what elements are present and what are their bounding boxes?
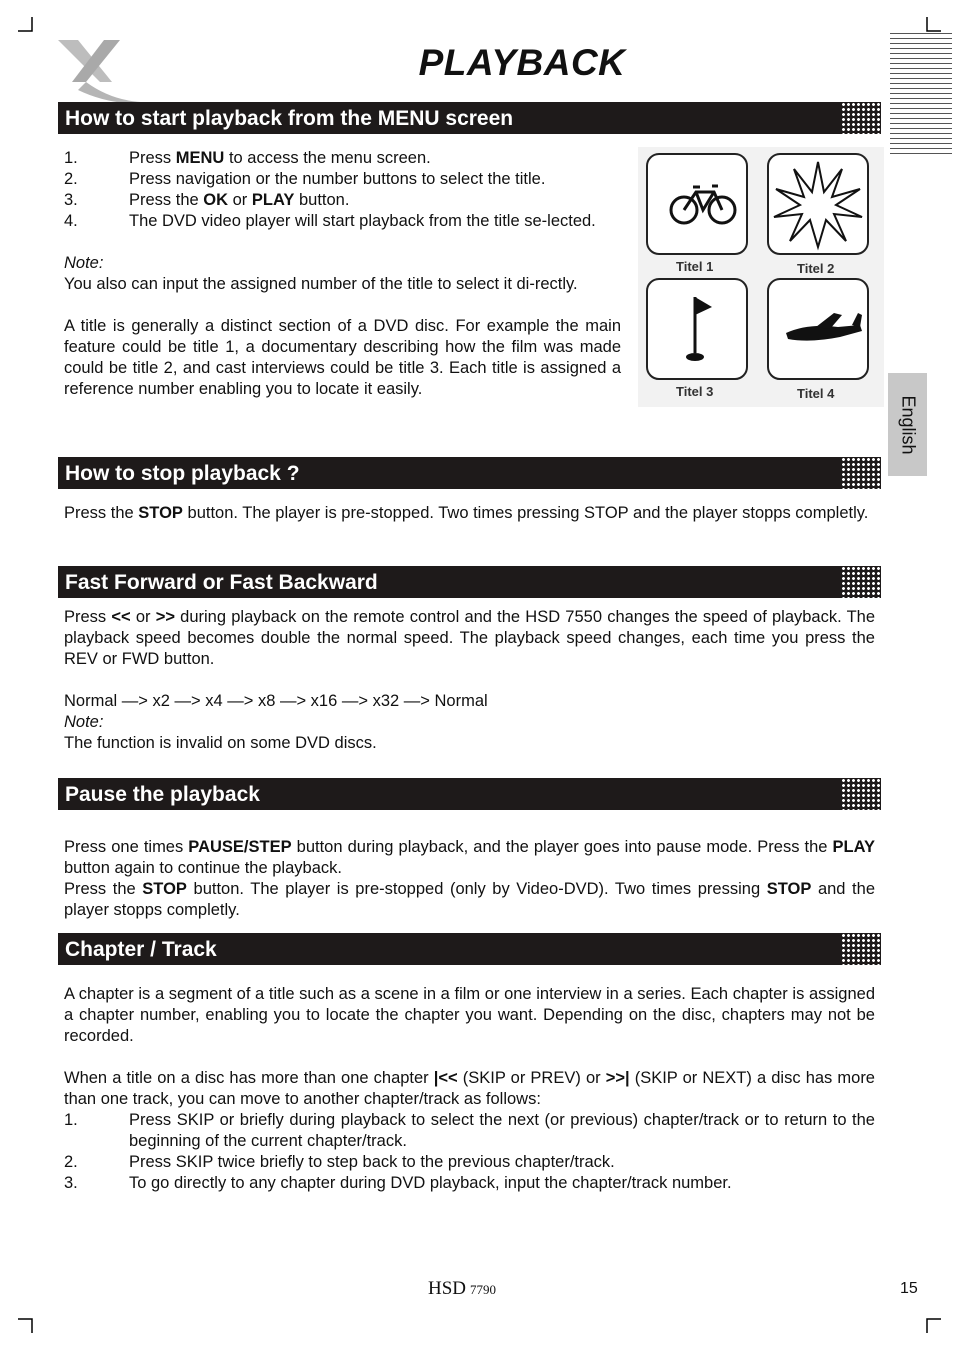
language-tab [888,373,927,476]
header-hatch-pattern [841,778,881,810]
section-heading: Chapter / Track [65,938,217,961]
header-hatch-pattern [841,102,881,134]
stop-section-body: Press the STOP button. The player is pre-stopped. Two times pressing STOP and the player stopps completly. [64,504,869,522]
title-1-label: Titel 1 [676,259,714,274]
model-number: 7790 [470,1282,497,1297]
section-header-menu [58,102,881,134]
page-title: PLAYBACK [418,42,626,83]
decorative-stripes [890,33,952,158]
note-text: You also can input the assigned number of the title to select it di-rectly. [64,275,578,293]
title-1-box [647,154,747,254]
section-heading: Pause the playback [65,783,260,806]
crop-mark-bottom-right [926,1318,942,1334]
list-item: 1. Press MENU to access the menu screen. [64,149,431,167]
section-heading: How to start playback from the MENU screen [65,107,514,130]
crop-mark-top-left [18,17,34,33]
section-heading: How to stop playback ? [65,462,300,485]
speed-sequence: Normal —> x2 —> x4 —> x8 —> x16 —> x32 —> Normal [64,692,488,710]
pause-section-body: Press one times PAUSE/STEP button during playback, and the player goes into pause mode. Press the PLAY button again to continue the playback. Press the STOP button. The player is pre-stopped (only by Video-DVD). Two times pressing STOP and the player stopps completly. [64,838,875,919]
crop-mark-bottom-left [18,1318,34,1334]
language-tab-label: English [898,394,918,455]
section-header-stop [58,457,881,489]
title-4-box [768,279,868,379]
title-2-label: Titel 2 [797,261,835,276]
section-heading: Fast Forward or Fast Backward [65,571,378,594]
list-item: 3. To go directly to any chapter during DVD playback, input the chapter/track number. [64,1174,732,1192]
list-item: 1. Press SKIP or briefly during playback to select the next (or previous) chapter/track or to return to the beginning of the current chapter/track. [64,1111,875,1150]
title-menu-illustration [638,147,884,407]
paragraph: A chapter is a segment of a title such as a scene in a film or one interview in a series. Each chapter is assigned a chapter number, enabling you to locate the chapter you want. Depending on the disc, chapters may not be recorded. [64,985,875,1045]
list-item: 3. Press the OK or PLAY button. [64,191,350,209]
chapter-section-body: A chapter is a segment of a title such as a scene in a film or one interview in a series. Each chapter is assigned a chapter number, enabling you to locate the chapter you want. Depending on the disc, chapters may not be recorded. When a title on a disc has more than one chapter |<< (SKIP or PREV) or >>| (SKIP or NEXT) a disc has more than one track, you can move to another chapter/track as follows: 1. Press SKIP or briefly during playback to select the next (or previous) chapter/track or to return to the beginning of the current chapter/track. 2. Press SKIP twice briefly to step back to the previous chapter/track. 3. To go directly to any chapter during DVD playback, input the chapter/track number. [64,985,875,1192]
list-item: 4. The DVD video player will start playback from the title se-lected. [64,212,596,230]
section-header-chapter [58,933,881,965]
header-hatch-pattern [841,933,881,965]
list-item: 2. Press SKIP twice briefly to step back to the previous chapter/track. [64,1153,615,1171]
model-logo: HSD 7790 [428,1278,497,1299]
header-hatch-pattern [841,566,881,598]
note-text: The function is invalid on some DVD discs. [64,734,377,752]
fast-forward-section-body: Press << or >> during playback on the remote control and the HSD 7550 changes the speed of playback. The playback speed becomes double the normal speed. The playback speed changes, each time you press the REV or FWD button. Normal —> x2 —> x4 —> x8 —> x16 —> x32 —> Normal Note: The function is invalid on some DVD discs. [64,608,876,752]
title-4-label: Titel 4 [797,386,835,401]
title-2-box [768,154,868,254]
crop-mark-top-right [926,17,942,33]
section-header-pause [58,778,881,810]
paragraph: A title is generally a distinct section of a DVD disc. For example the main feature could be title 1, a documentary describing how the film was made could be title 2, and cast interviews could be title 3. Each title is assigned a reference number enabling you to locate it easily. [64,317,621,398]
menu-section-body [64,148,621,400]
note-label: Note: [64,254,104,272]
title-3-label: Titel 3 [676,384,714,399]
list-item: 2. Press navigation or the number buttons to select the title. [64,170,546,188]
title-3-box [647,279,747,379]
note-label: Note: [64,713,104,731]
page-number: 15 [900,1280,918,1297]
header-hatch-pattern [841,457,881,489]
section-header-fast-forward [58,566,881,598]
